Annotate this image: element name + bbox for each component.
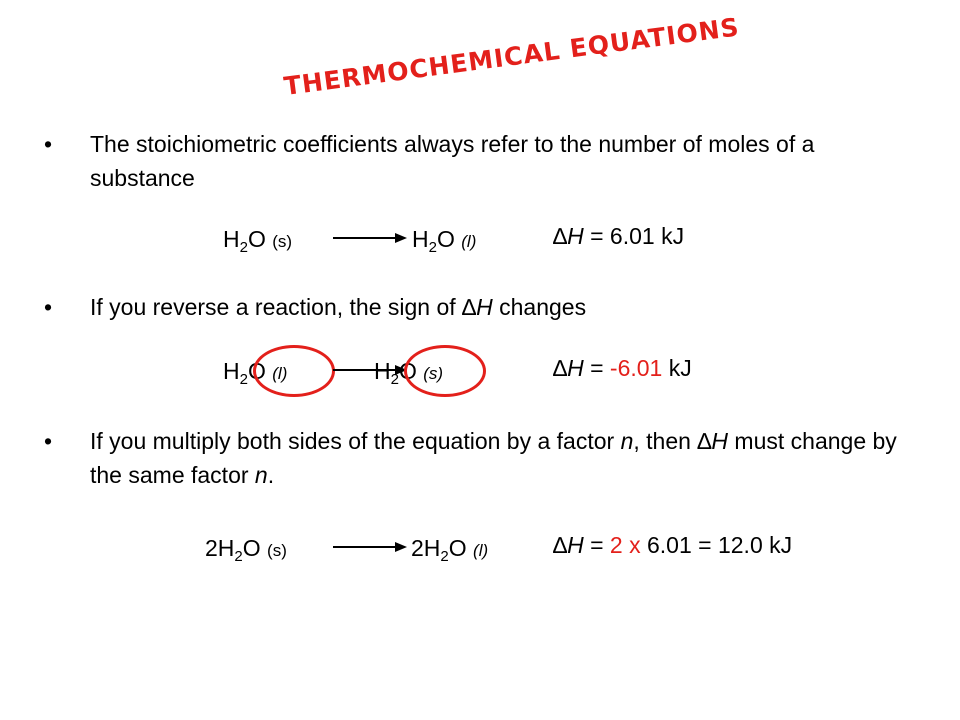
highlight-circle xyxy=(253,345,335,397)
reaction-arrow-icon xyxy=(333,541,407,553)
bullet-text-3: If you multiply both sides of the equation by a factor n, then ∆H must change by the same factor n. xyxy=(90,428,897,488)
bullet-text-1: The stoichiometric coefficients always refer to the number of moles of a substance xyxy=(90,131,815,191)
eq3-product-phase: (l) xyxy=(473,541,489,560)
bullet-marker: • xyxy=(44,428,53,454)
eq1-enthalpy: ∆H = 6.01 kJ xyxy=(553,223,685,249)
eq3-product: $2H_2O$ (l) xyxy=(411,535,489,565)
eq2-product-phase: (s) xyxy=(423,364,444,383)
reaction-arrow-icon xyxy=(333,232,407,244)
eq3-enthalpy: ∆H = 2 x 6.01 = 12.0 kJ xyxy=(553,532,793,558)
highlight-circle xyxy=(404,345,486,397)
eq3-reactant-phase: (s) xyxy=(267,541,287,560)
slide-title: THERMOCHEMICAL EQUATIONS xyxy=(282,12,742,101)
bullet-marker: • xyxy=(44,131,53,157)
eq2-reactant: $H_2O$ (l) xyxy=(223,358,288,388)
eq2-enthalpy-value: -6.01 xyxy=(609,355,663,381)
eq2-enthalpy: ∆H = -6.01 kJ xyxy=(553,355,692,381)
eq2-reactant-phase: (l) xyxy=(272,364,288,383)
bullet-text-2: If you reverse a reaction, the sign of ∆H changes xyxy=(90,294,587,320)
eq3-enthalpy-factor: 2 x xyxy=(609,532,641,558)
eq1-reactant: $H_2O$ (s) xyxy=(223,226,293,256)
bullet-marker: • xyxy=(44,294,53,320)
eq1-product: $H_2O$ (l) xyxy=(412,226,477,256)
eq1-reactant-phase: (s) xyxy=(272,232,293,251)
eq2-product: $H_2O$ (s) xyxy=(374,358,444,388)
eq1-product-phase: (l) xyxy=(461,232,477,251)
eq3-reactant: $2H_2O$ (s) xyxy=(205,535,287,565)
